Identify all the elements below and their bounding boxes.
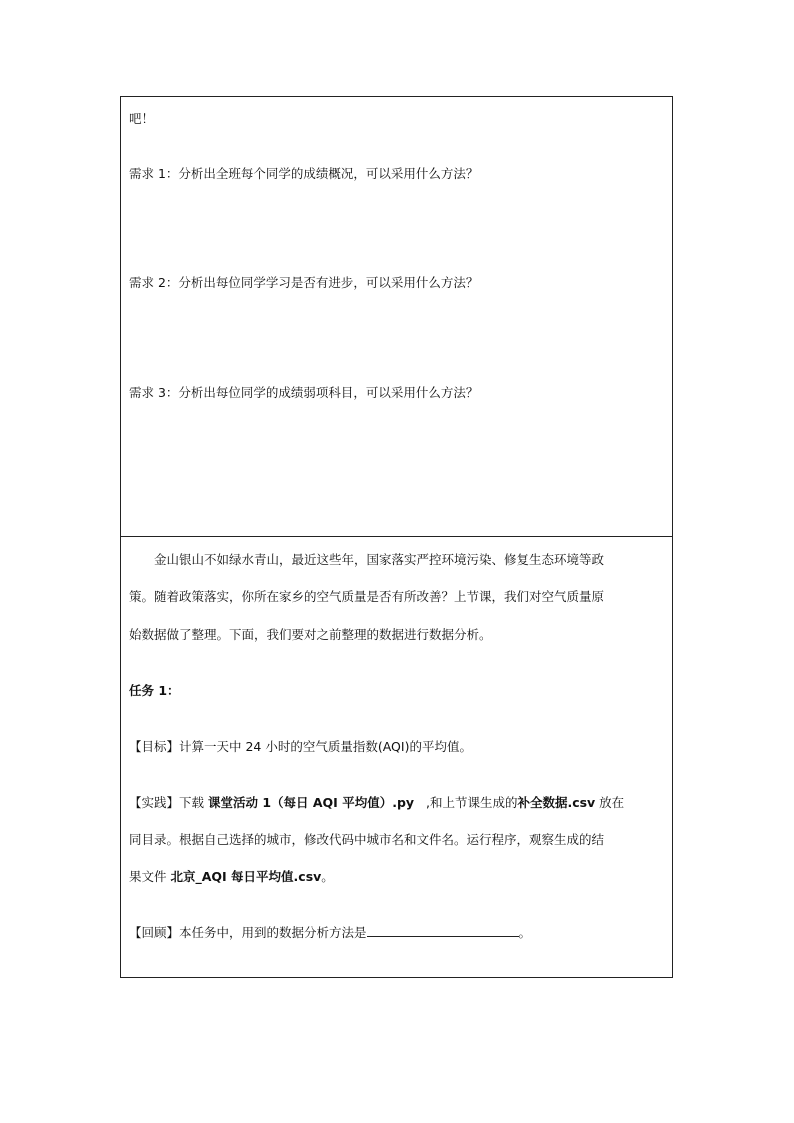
practice-mid: ,和上节课生成的 — [414, 795, 518, 810]
requirement-3: 需求 3：分析出每位同学的成绩弱项科目，可以采用什么方法？ — [129, 385, 479, 400]
continuation-text: 吧！ — [129, 111, 155, 126]
intro-line-2: 策。随着政策落实，你所在家乡的空气质量是否有所改善？上节课，我们对空气质量原 — [129, 589, 605, 604]
practice-result-file: 北京_AQI 每日平均值.csv — [170, 869, 322, 884]
practice-line-2: 同目录。根据自己选择的城市，修改代码中城市名和文件名。运行程序，观察生成的结 — [129, 832, 605, 847]
practice-prefix: 【实践】下载 — [129, 795, 208, 810]
review-line — [129, 924, 667, 941]
practice-line3-suffix: 。 — [321, 869, 334, 884]
table-cell-requirements — [121, 97, 672, 537]
practice-line-3 — [129, 869, 667, 885]
practice-file-name: 课堂活动 1（每日 AQI 平均值）.py — [207, 795, 415, 810]
table-cell-task — [121, 537, 672, 978]
intro-line-3: 始数据做了整理。下面，我们要对之前整理的数据进行数据分析。 — [129, 627, 492, 642]
intro-line-1: 金山银山不如绿水青山，最近这些年，国家落实严控环境污染、修复生态环境等政 — [129, 552, 605, 567]
requirement-2: 需求 2：分析出每位同学学习是否有进步，可以采用什么方法？ — [129, 275, 479, 290]
review-suffix: 。 — [518, 925, 532, 940]
practice-suffix: 放在 — [595, 795, 625, 810]
requirement-1: 需求 1：分析出全班每个同学的成绩概况，可以采用什么方法？ — [129, 166, 479, 181]
task-title: 任务 1： — [129, 683, 180, 698]
practice-data-file: 补全数据.csv — [517, 795, 596, 810]
practice-line-1 — [129, 795, 667, 811]
goal-line: 【目标】计算一天中 24 小时的空气质量指数(AQI)的平均值。 — [129, 739, 472, 754]
review-prefix: 【回顾】本任务中，用到的数据分析方法是 — [129, 925, 367, 940]
practice-line3-prefix: 果文件 — [129, 869, 171, 884]
content-table — [120, 96, 673, 978]
answer-blank[interactable] — [367, 924, 519, 937]
